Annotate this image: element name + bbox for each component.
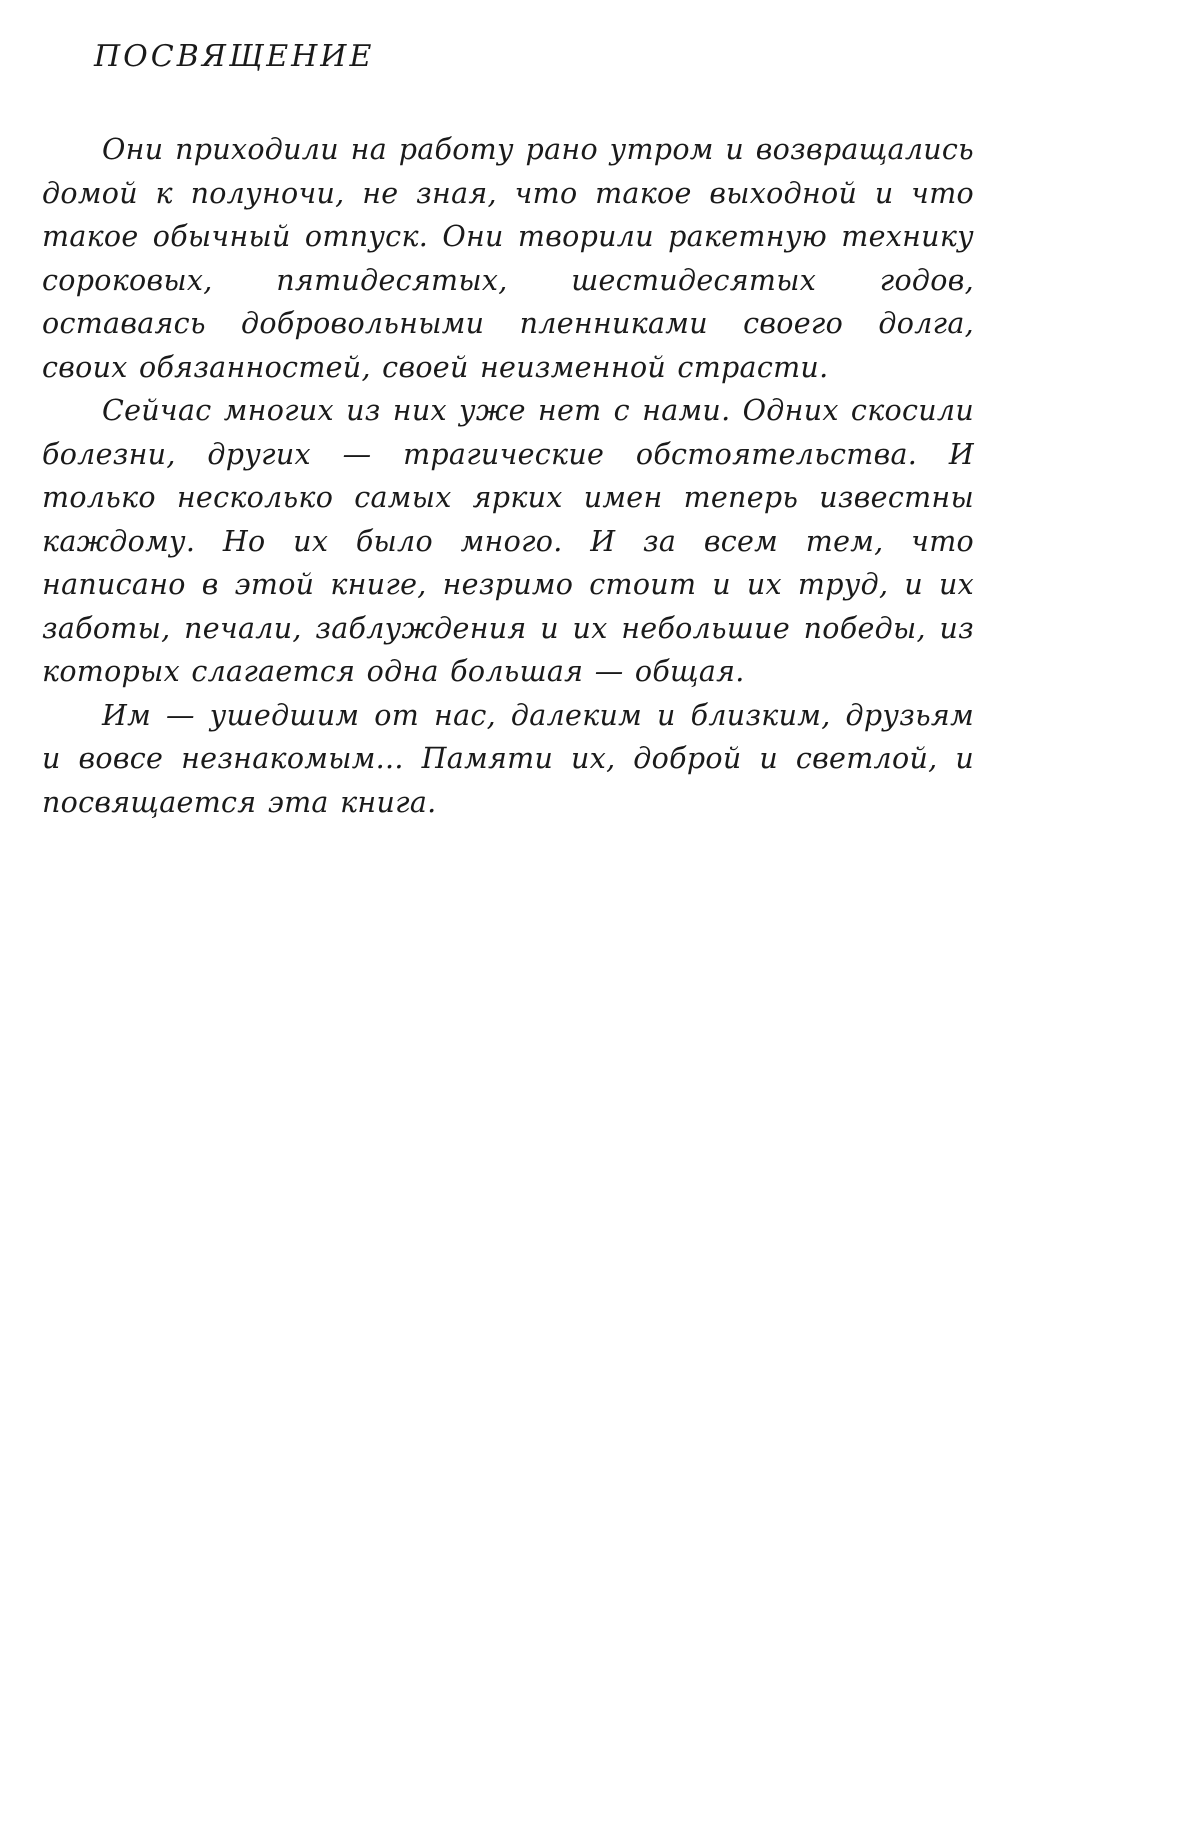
dedication-section <box>42 38 974 824</box>
dedication-paragraph-1: Они приходили на работу рано утром и возвращались домой к полуночи, не зная, что такое выходной и что такое обычный отпуск. Они творили ракетную технику сороковых, пятидесятых, шестидесятых годов, оставаясь добровольными пленниками своего долга, своих обязанностей, своей неизменной страсти. <box>42 133 974 384</box>
dedication-paragraph-3: Им — ушедшим от нас, далеким и близким, друзьям и вовсе незнакомым... Памяти их, доброй и светлой, и посвящается эта книга. <box>42 698 974 819</box>
dedication-paragraph-2: Сейчас многих из них уже нет с нами. Одних скосили болезни, других — трагические обстоятельства. И только несколько самых ярких имен теперь известны каждому. Но их было много. И за всем тем, что написано в этой книге, незримо стоит и их труд, и их заботы, печали, заблуждения и их небольшие победы, из которых слагается одна большая — общая. <box>42 394 974 688</box>
dedication-heading: ПОСВЯЩЕНИЕ <box>94 39 375 74</box>
